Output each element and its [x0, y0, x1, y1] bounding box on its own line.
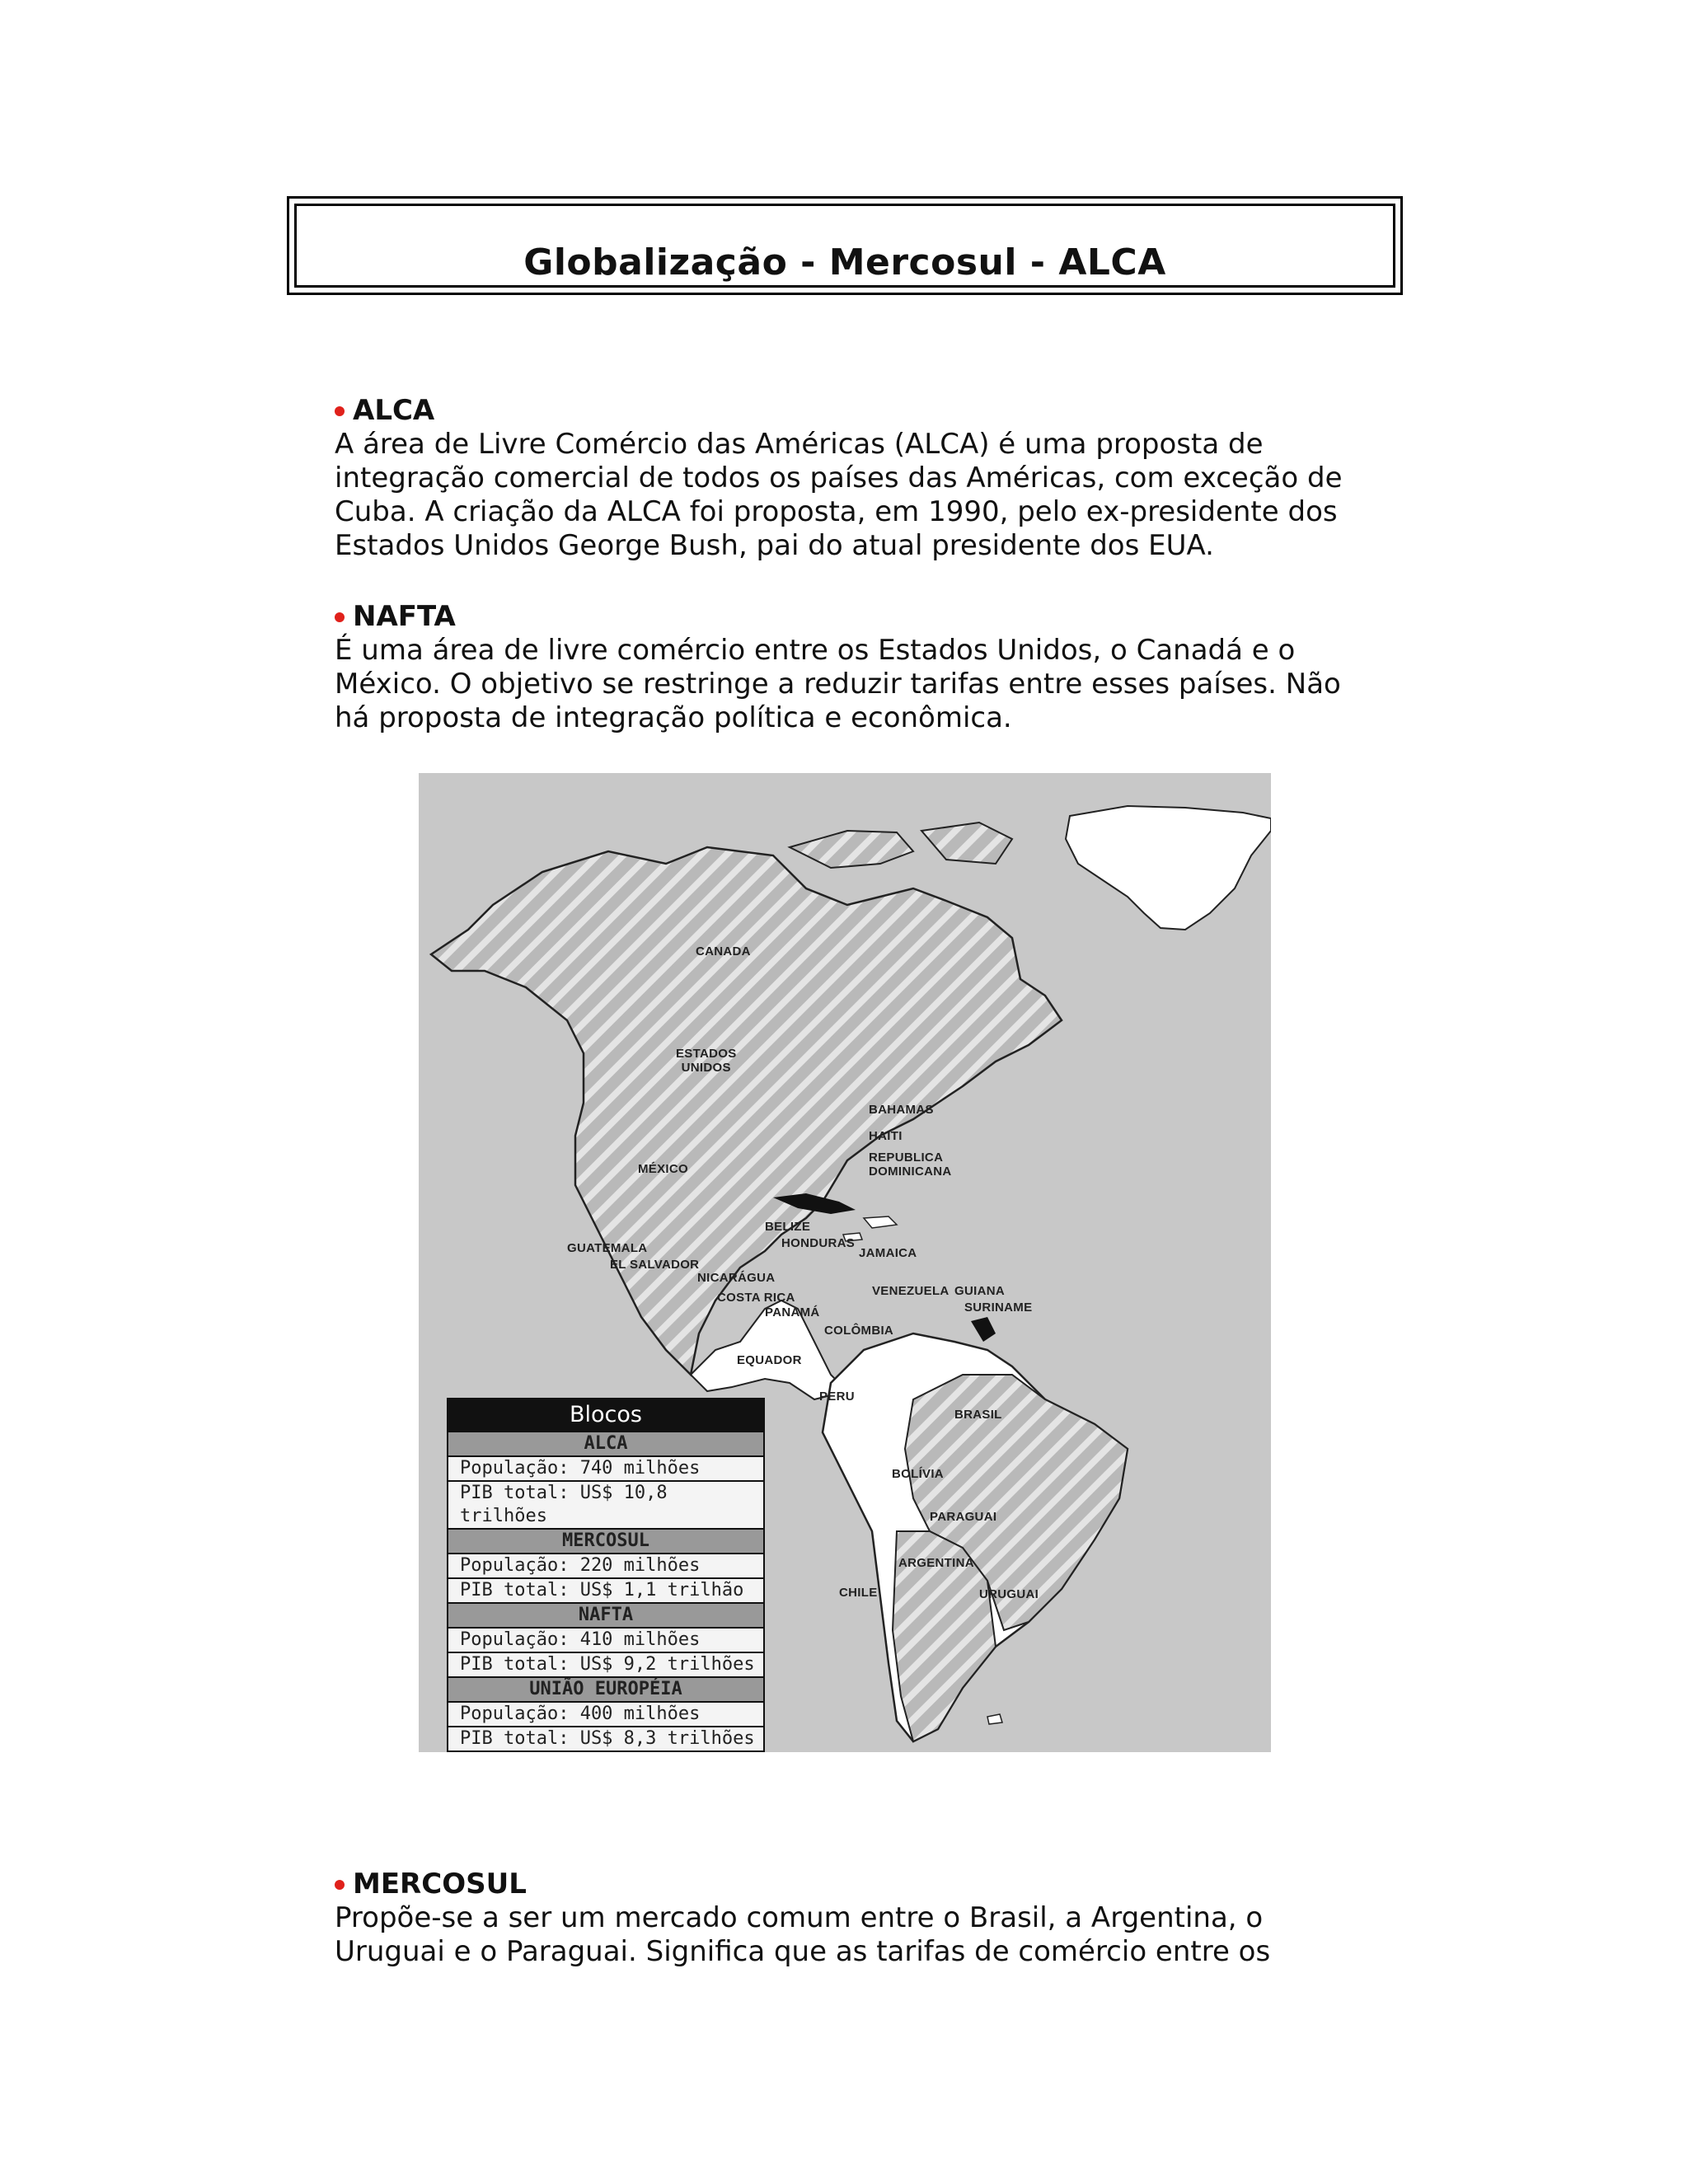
label-eua: ESTADOS UNIDOS [676, 1047, 737, 1075]
page-title: Globalização - Mercosul - ALCA [523, 241, 1166, 284]
label-peru: PERU [819, 1390, 855, 1404]
label-mexico: MÉXICO [638, 1162, 688, 1176]
label-bolivia: BOLÍVIA [892, 1467, 944, 1481]
title-box [287, 196, 1403, 295]
section-nafta [335, 600, 1365, 735]
label-jamaica: JAMAICA [859, 1246, 917, 1260]
blocos-row: PIB total: US$ 9,2 trilhões [448, 1652, 763, 1676]
blocos-group-name: ALCA [448, 1431, 763, 1455]
label-canada: CANADA [696, 944, 751, 958]
paragraph-line: Estados Unidos George Bush, pai do atual presidente dos EUA. [335, 529, 1214, 562]
label-suriname: SURINAME [964, 1301, 1033, 1315]
bullet-icon [335, 1880, 345, 1890]
blocos-group-name: MERCOSUL [448, 1528, 763, 1553]
label-belize: BELIZE [765, 1220, 811, 1234]
greenland-shape [1066, 806, 1271, 930]
section-heading: MERCOSUL [335, 1868, 1365, 1901]
label-guiana: GUIANA [954, 1284, 1005, 1298]
blocos-row: População: 220 milhões [448, 1553, 763, 1577]
section-mercosul [335, 1868, 1365, 1969]
blocos-table [447, 1398, 765, 1752]
paragraph-line: Cuba. A criação da ALCA foi proposta, em 1990, pelo ex-presidente dos [335, 495, 1338, 528]
paragraph-line: A área de Livre Comércio das Américas (ALCA) é uma proposta de [335, 428, 1264, 461]
paragraph-line: México. O objetivo se restringe a reduzir tarifas entre esses países. Não [335, 668, 1341, 701]
blocos-row: PIB total: US$ 8,3 trilhões [448, 1726, 763, 1750]
blocos-row: População: 740 milhões [448, 1455, 763, 1480]
paragraph-line: Uruguai e o Paraguai. Significa que as tarifas de comércio entre os [335, 1935, 1271, 1968]
label-venezuela: VENEZUELA [872, 1284, 950, 1298]
paragraph-line: Propõe-se a ser um mercado comum entre o Brasil, a Argentina, o [335, 1901, 1264, 1934]
label-equador: EQUADOR [737, 1353, 802, 1367]
americas-map [419, 773, 1271, 1752]
label-argentina: ARGENTINA [898, 1556, 974, 1570]
bullet-icon [335, 612, 345, 622]
label-panama: PANAMÁ [765, 1305, 820, 1319]
bullet-icon [335, 406, 345, 416]
label-bahamas: BAHAMAS [869, 1103, 934, 1117]
island-shape [864, 1216, 897, 1228]
label-nicaragua: NICARÁGUA [697, 1271, 776, 1285]
blocos-row: População: 410 milhões [448, 1627, 763, 1652]
label-el-salvador: EL SALVADOR [610, 1258, 700, 1272]
island-shape [987, 1714, 1002, 1724]
blocos-header: Blocos [448, 1399, 763, 1431]
paragraph-line: integração comercial de todos os países das Américas, com exceção de [335, 462, 1343, 494]
label-rep-dom: REPUBLICA DOMINICANA [869, 1151, 952, 1179]
blocos-group-name: UNIÃO EUROPÉIA [448, 1676, 763, 1701]
label-haiti: HAITI [869, 1129, 903, 1143]
blocos-row: PIB total: US$ 10,8 trilhões [448, 1480, 763, 1528]
section-heading: NAFTA [335, 600, 1365, 634]
blocos-row: PIB total: US$ 1,1 trilhão [448, 1577, 763, 1602]
arctic-island-shape [790, 831, 913, 868]
guiana-shape [971, 1317, 996, 1342]
section-heading: ALCA [335, 394, 1365, 428]
arctic-island-shape [921, 823, 1012, 864]
blocos-group-name: NAFTA [448, 1602, 763, 1627]
label-colombia: COLÔMBIA [824, 1324, 894, 1338]
label-chile: CHILE [839, 1586, 878, 1600]
label-brasil: BRASIL [954, 1408, 1002, 1422]
label-honduras: HONDURAS [781, 1236, 856, 1250]
label-paraguai: PARAGUAI [930, 1510, 997, 1524]
section-alca [335, 394, 1365, 563]
label-costa-rica: COSTA RICA [717, 1291, 795, 1305]
paragraph-line: há proposta de integração política e econômica. [335, 701, 1012, 734]
label-uruguai: URUGUAI [979, 1587, 1039, 1601]
label-guatemala: GUATEMALA [567, 1241, 648, 1255]
blocos-row: População: 400 milhões [448, 1701, 763, 1726]
paragraph-line: É uma área de livre comércio entre os Estados Unidos, o Canadá e o [335, 634, 1296, 667]
